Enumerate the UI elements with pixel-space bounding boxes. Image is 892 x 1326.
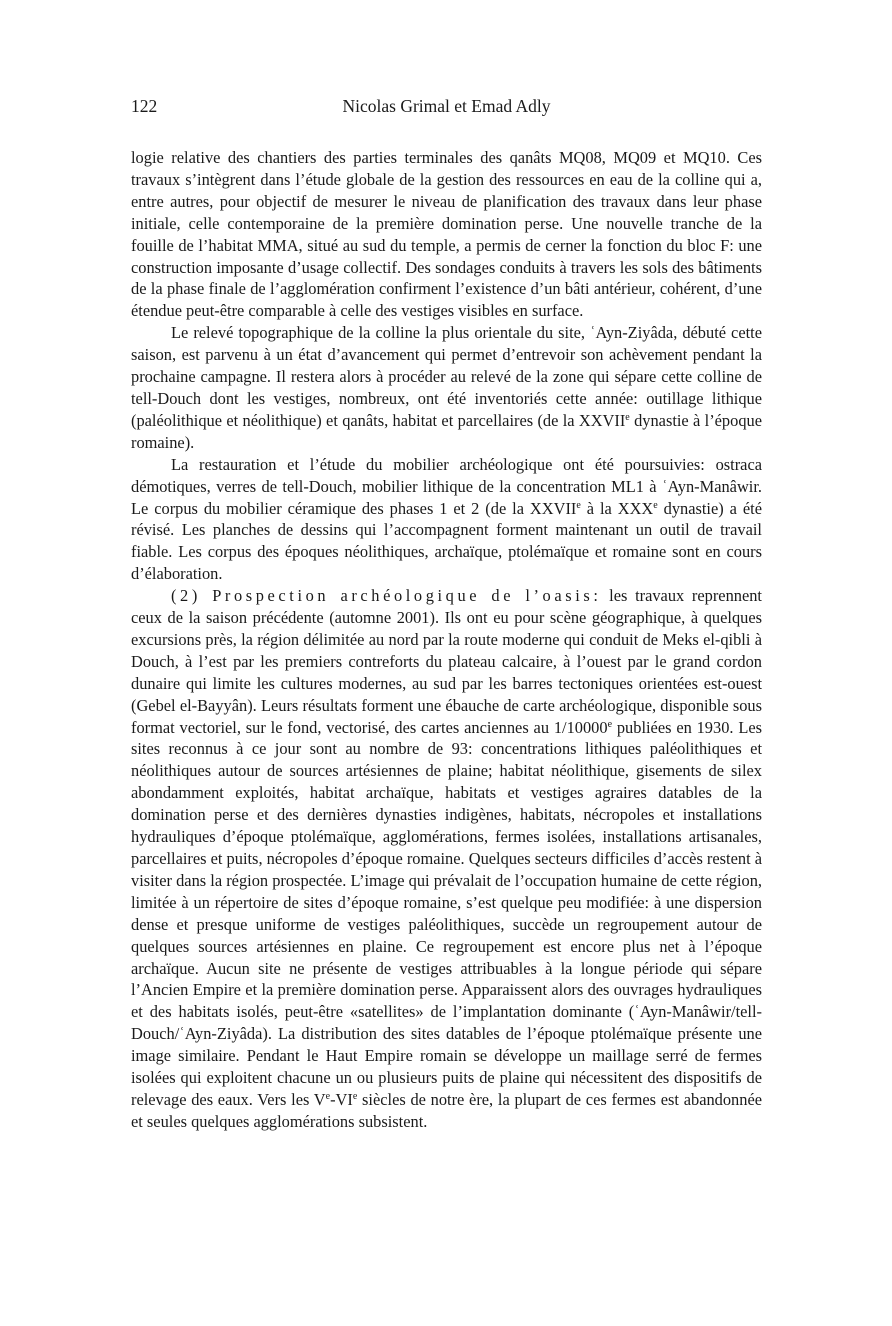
paragraph-1-text: logie relative des chantiers des parties terminales des qanâts MQ08, MQ09 et MQ10. Ces travaux s’intègrent dans l’étude globale de la gestion des ressources en eau de la colline qui a, entre autres, pour objectif de mesurer le niveau de planification des travaux dans leur phase initiale, celle contemporaine de la première domination perse. Une nouvelle tranche de la fouille de l’habitat MMA, situé au sud du temple, a permis de cerner la fonction du bloc F: une construction imposante d’usage collectif. Des sondages conduits à travers les sols des bâtiments de la phase finale de l’agglomération confirment l’existence d’un bâti antérieur, cohérent, d’une étendue peut-être comparable à celle des vestiges visibles en surface.: [131, 148, 762, 321]
paragraph-4: [131, 585, 762, 1133]
paragraph-2-text-b: dynastie à l’époque romaine).: [131, 410, 762, 452]
paragraph-4-text-b: publiées en 1930. Les sites reconnus à ce jour sont au nombre de 93: concentrations lithiques paléolithiques et néolithiques autour de sources artésiennes de plaine; habitat néolithique, gisements de silex abondamment exploités, habitat archaïque, habitats et vestiges agraires datables de la domination perse et des dernières dynasties indigènes, habitats, nécropoles et installations hydrauliques d’époque ptolémaïque, agglomérations, fermes isolées, installations artisanales, parcellaires et puits, nécropoles d’époque romaine. Quelques secteurs difficiles d’accès restent à visiter dans la région prospectée. L’image qui prévalait de l’occupation humaine de cette région, limitée à un répertoire de sites d’époque romaine, s’est quelque peu modifiée: à une dispersion dense et presque uniforme de vestiges paléolithiques, succède un regroupement autour de quelques sources artésiennes en plaine. Ce regroupement est encore plus net à l’époque archaïque. Aucun site ne présente de vestiges attribuables à la longue période qui sépare l’Ancien Empire et la première domination perse. Apparaissent alors des ouvrages hydrauliques et des habitats isolés, peut-être «satellites» de l’implantation dominante (ʿAyn-Manâwir/tell-Douch/ʿAyn-Ziyâda). La distribution des sites datables de l’époque ptolémaïque présente une image similaire. Pendant le Haut Empire romain se développe un maillage serré de fermes isolées qui exploitent chacune un ou plusieurs puits de plaine qui nécessitent des dispositifs de relevage des eaux. Vers les V: [131, 717, 762, 1109]
body-text: [131, 147, 762, 1133]
superscript: e: [653, 499, 658, 511]
superscript: e: [607, 718, 613, 730]
running-head: [131, 96, 762, 120]
paragraph-3-text-a: La restauration et l’étude du mobilier archéologique ont été poursuivies: ostraca démotiques, verres de tell-Douch, mobilier lithique de la concentration ML1 à ʿAyn-Manâwir. Le corpus du mobilier céramique des phases 1 et 2 (de la XXVII: [131, 454, 762, 518]
paragraph-4-text-a: les travaux reprennent ceux de la saison précédente (automne 2001). Ils ont eu pour scène géographique, à quelques excursions près, la région délimitée au nord par la route moderne qui conduit de Meks el-qibli à Douch, à l’est par les premiers contreforts du plateau calcaire, à l’ouest par le grand cordon dunaire qui limite les cultures modernes, au sud par les barres tectoniques orientées est-ouest (Gebel el-Bayyân). Leurs résultats forment une ébauche de carte archéologique, disponible sous format vectoriel, sur le fond, vectorisé, des cartes anciennes au 1/10000: [131, 586, 762, 737]
superscript: e: [352, 1090, 358, 1102]
superscript: e: [625, 411, 630, 423]
paragraph-4-text-c: -VI: [330, 1089, 353, 1109]
paragraph-4-text-d: siècles de notre ère, la plupart de ces fermes est abandonnée et seules quelques agglomérations subsistent.: [131, 1089, 762, 1131]
paragraph-3-text-b: à la XXX: [580, 498, 654, 518]
page-number: 122: [131, 96, 158, 116]
paragraph-3: [131, 454, 762, 585]
section-heading-prospection: (2) Prospection archéologique de l’oasis:: [171, 586, 602, 606]
superscript: e: [576, 499, 581, 511]
superscript: e: [325, 1090, 331, 1102]
paragraph-1: [131, 147, 762, 322]
paragraph-2-text-a: Le relevé topographique de la colline la plus orientale du site, ʿAyn-Ziyâda, débuté cette saison, est parvenu à un état d’avancement qui permet d’entrevoir son achèvement pendant la prochaine campagne. Il restera alors à procéder au relevé de la zone qui sépare cette colline de tell-Douch dont les vestiges, nombreux, ont été inventoriés cette année: outillage lithique (paléolithique et néolithique) et qanâts, habitat et parcellaires (de la XXVII: [131, 323, 762, 430]
paragraph-3-text-c: dynastie) a été révisé. Les planches de dessins qui l’accompagnent forment maintenant un outil de travail fiable. Les corpus des époques néolithiques, archaïque, ptolémaïque et romaine sont en cours d’élaboration.: [131, 498, 762, 584]
running-title: Nicolas Grimal et Emad Adly: [342, 96, 551, 116]
paragraph-2: [131, 322, 762, 453]
